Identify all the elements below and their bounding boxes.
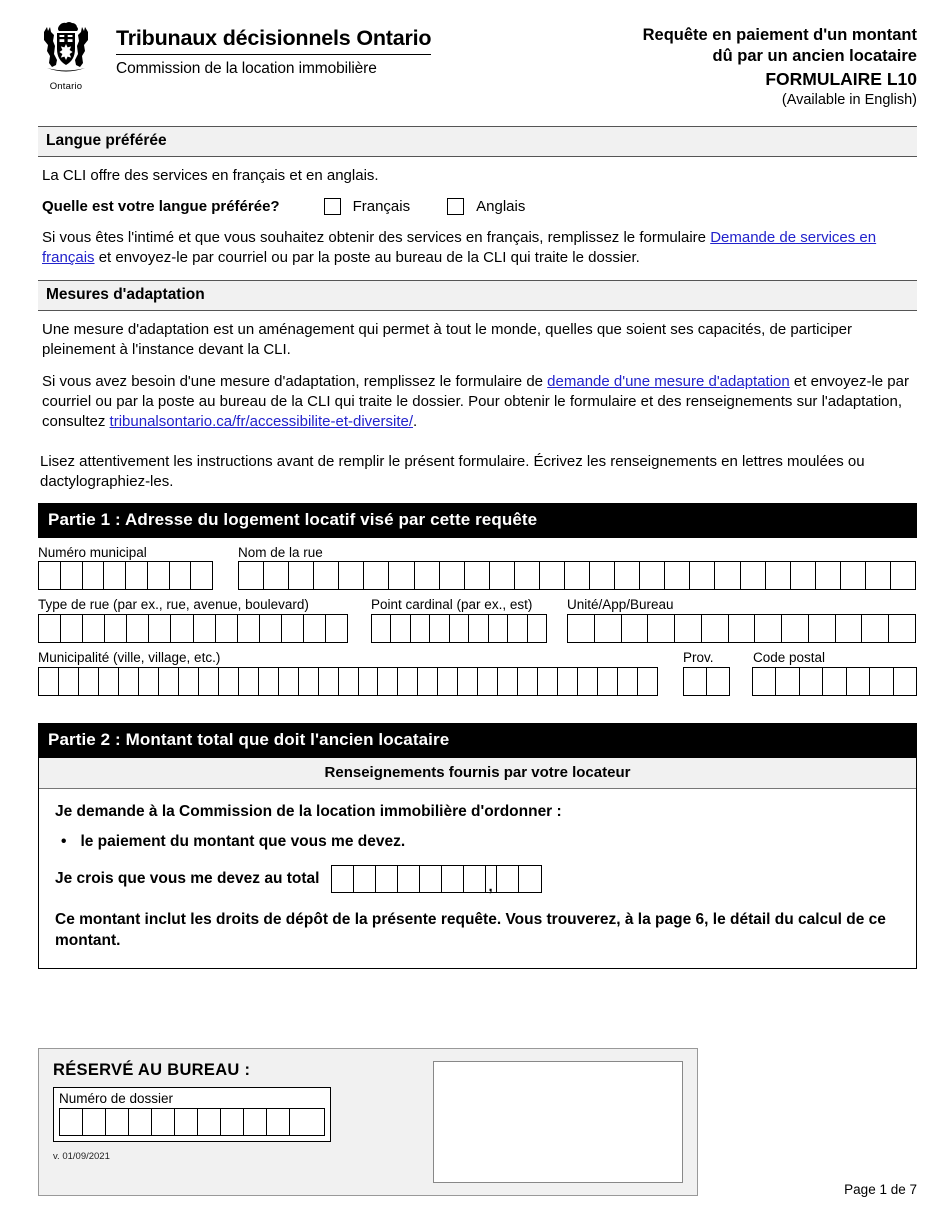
char-cell[interactable] [478, 668, 498, 695]
char-cell[interactable] [450, 615, 469, 642]
char-cell[interactable] [622, 615, 649, 642]
accommodation-request-text [42, 372, 915, 432]
char-cell[interactable] [809, 615, 836, 642]
checkbox-label-french: Français [352, 198, 411, 216]
label-street-type: Type de rue (par ex., rue, avenue, boulevard) [38, 597, 309, 613]
char-cell[interactable] [847, 668, 870, 695]
file-number-cell[interactable] [244, 1109, 267, 1135]
char-cell[interactable] [319, 668, 339, 695]
part-2-subheader: Renseignements fournis par votre locateur [39, 758, 916, 789]
char-cell[interactable] [665, 562, 690, 589]
label-direction: Point cardinal (par ex., est) [371, 597, 533, 613]
accommodation-request-form-link[interactable]: demande d'une mesure d'adaptation [547, 372, 790, 390]
char-cell[interactable] [391, 615, 410, 642]
char-cell[interactable] [490, 562, 515, 589]
char-cell[interactable] [776, 668, 799, 695]
char-cell[interactable] [598, 668, 618, 695]
amount-digit-cell[interactable] [398, 866, 420, 892]
address-row-3 [38, 651, 917, 696]
file-number-cell[interactable] [129, 1109, 152, 1135]
char-cell[interactable] [260, 615, 282, 642]
char-cell[interactable] [304, 615, 326, 642]
bullet-marker-icon: • [61, 833, 67, 851]
file-number-cell[interactable] [198, 1109, 221, 1135]
language-question-row [42, 198, 915, 215]
language-note-suffix: et envoyez-le par courriel ou par la poste au bureau de la CLI qui traite le dossier. [94, 249, 640, 267]
total-amount-label: Je crois que vous me devez au total [55, 870, 320, 888]
accommodation-text-prefix: Si vous avez besoin d'une mesure d'adaptation, remplissez le formulaire de [42, 372, 548, 390]
char-cell[interactable] [83, 562, 105, 589]
char-cell[interactable] [894, 668, 916, 695]
language-intro-text: La CLI offre des services en français et en anglais. [42, 167, 379, 185]
char-cell[interactable] [139, 668, 159, 695]
label-municipality: Municipalité (ville, village, etc.) [38, 650, 221, 666]
char-cell[interactable] [339, 668, 359, 695]
char-cell[interactable] [339, 562, 364, 589]
char-cell[interactable] [675, 615, 702, 642]
part-2-fee-note: Ce montant inclut les droits de dépôt de la présente requête. Vous trouverez, à la page 6, le détail du calcul de ce montant. [55, 911, 886, 950]
bullet-item-text: le paiement du montant que vous me devez. [80, 833, 406, 851]
char-cell[interactable] [372, 615, 391, 642]
char-cell[interactable] [264, 562, 289, 589]
input-province[interactable] [683, 667, 730, 696]
char-cell[interactable] [199, 668, 219, 695]
char-cell[interactable] [216, 615, 238, 642]
input-direction[interactable] [371, 614, 547, 643]
char-cell[interactable] [411, 615, 430, 642]
char-cell[interactable] [889, 615, 915, 642]
char-cell[interactable] [179, 668, 199, 695]
char-cell[interactable] [170, 562, 192, 589]
input-total-amount[interactable] [331, 865, 542, 893]
part-2-header: Partie 2 : Montant total que doit l'ancien locataire [38, 723, 917, 758]
char-cell[interactable] [314, 562, 339, 589]
file-number-cell[interactable] [83, 1109, 106, 1135]
section-body-accommodation [38, 311, 917, 436]
file-number-cell[interactable] [60, 1109, 83, 1135]
char-cell[interactable] [415, 562, 440, 589]
form-instructions-text: Lisez attentivement les instructions avant de remplir le présent formulaire. Écrivez les renseignements en lettres moulées ou dactylographiez-les. [40, 452, 865, 490]
char-cell[interactable] [870, 668, 893, 695]
file-number-cell[interactable] [152, 1109, 175, 1135]
char-cell[interactable] [729, 615, 756, 642]
char-cell[interactable] [104, 562, 126, 589]
french-services-request-link[interactable]: Demande de services en français [42, 229, 877, 267]
page-number-footer: Page 1 de 7 [844, 1182, 917, 1197]
form-title-block [643, 18, 917, 108]
brand-block [30, 18, 431, 92]
char-cell[interactable] [126, 562, 148, 589]
char-cell[interactable] [753, 668, 776, 695]
char-cell[interactable] [469, 615, 488, 642]
char-cell[interactable] [61, 615, 83, 642]
char-cell[interactable] [378, 668, 398, 695]
char-cell[interactable] [39, 615, 61, 642]
char-cell[interactable] [119, 668, 139, 695]
label-unit: Unité/App/Bureau [567, 597, 674, 613]
char-cell[interactable] [465, 562, 490, 589]
char-cell[interactable] [841, 562, 866, 589]
amount-cent-cell[interactable] [519, 866, 541, 892]
part-2-request-line: Je demande à la Commission de la location immobilière d'ordonner : [55, 803, 562, 821]
amount-digit-cell[interactable] [464, 866, 486, 892]
char-cell[interactable] [791, 562, 816, 589]
file-number-cell[interactable] [290, 1109, 313, 1135]
char-cell[interactable] [615, 562, 640, 589]
office-stamp-area[interactable] [433, 1061, 683, 1183]
amount-digit-cell[interactable] [376, 866, 398, 892]
office-use-title: RÉSERVÉ AU BUREAU : [53, 1061, 251, 1079]
char-cell[interactable] [99, 668, 119, 695]
char-cell[interactable] [702, 615, 729, 642]
ontario-coat-of-arms-icon [30, 18, 102, 92]
char-cell[interactable] [568, 615, 595, 642]
language-question-label: Quelle est votre langue préférée? [42, 198, 280, 216]
total-amount-row [55, 865, 900, 893]
char-cell[interactable] [171, 615, 193, 642]
char-cell[interactable] [105, 615, 127, 642]
page-header [0, 0, 950, 108]
amount-digit-cell[interactable] [332, 866, 354, 892]
char-cell[interactable] [418, 668, 438, 695]
char-cell[interactable] [389, 562, 414, 589]
char-cell[interactable] [866, 562, 891, 589]
input-municipality[interactable] [38, 667, 658, 696]
char-cell[interactable] [498, 668, 518, 695]
char-cell[interactable] [83, 615, 105, 642]
char-cell[interactable] [540, 562, 565, 589]
input-street-type[interactable] [38, 614, 348, 643]
char-cell[interactable] [398, 668, 418, 695]
organization-name: Tribunaux décisionnels Ontario [116, 26, 432, 50]
accommodation-text-suffix: . [413, 412, 418, 430]
char-cell[interactable] [640, 562, 665, 589]
char-cell[interactable] [823, 668, 846, 695]
char-cell[interactable] [618, 668, 638, 695]
checkbox-french[interactable] [324, 198, 341, 215]
form-version: v. 01/09/2021 [53, 1151, 110, 1162]
char-cell[interactable] [595, 615, 622, 642]
char-cell[interactable] [359, 668, 379, 695]
checkbox-english[interactable] [447, 198, 464, 215]
char-cell[interactable] [61, 562, 83, 589]
char-cell[interactable] [590, 562, 615, 589]
char-cell[interactable] [558, 668, 578, 695]
checkbox-label-english: Anglais [476, 198, 526, 216]
char-cell[interactable] [538, 668, 558, 695]
part-2-body [38, 758, 917, 968]
char-cell[interactable] [149, 615, 171, 642]
char-cell[interactable] [782, 615, 809, 642]
char-cell[interactable] [430, 615, 449, 642]
file-number-cell[interactable] [106, 1109, 129, 1135]
language-services-note [42, 228, 915, 268]
available-in-english-note: (Available in English) [781, 92, 917, 109]
char-cell[interactable] [800, 668, 823, 695]
char-cell[interactable] [690, 562, 715, 589]
label-postal-code: Code postal [753, 650, 826, 666]
char-cell[interactable] [684, 668, 707, 695]
amount-digit-cell[interactable] [442, 866, 464, 892]
amount-digit-cell[interactable] [354, 866, 376, 892]
char-cell[interactable] [489, 615, 508, 642]
char-cell[interactable] [518, 668, 538, 695]
char-cell[interactable] [515, 562, 540, 589]
char-cell[interactable] [438, 668, 458, 695]
char-cell[interactable] [79, 668, 99, 695]
brand-divider [116, 54, 431, 55]
char-cell[interactable] [191, 562, 212, 589]
char-cell[interactable] [440, 562, 465, 589]
char-cell[interactable] [508, 615, 527, 642]
char-cell[interactable] [364, 562, 389, 589]
char-cell[interactable] [528, 615, 546, 642]
label-street-name: Nom de la rue [238, 544, 323, 560]
char-cell[interactable] [458, 668, 478, 695]
amount-cent-cell[interactable] [497, 866, 519, 892]
accommodation-text-middle: et envoyez-le par courriel ou par la poste au bureau de la CLI qui traite le dossier. Pour obtenir le formulaire et des renseignements sur l'adaptation, consultez [42, 372, 909, 430]
char-cell[interactable] [766, 562, 791, 589]
form-title-line-1: Requête en paiement d'un montant [642, 26, 917, 44]
brand-text [116, 18, 431, 78]
decimal-separator [486, 866, 497, 892]
char-cell[interactable] [715, 562, 740, 589]
address-row-2 [38, 598, 917, 643]
language-note-prefix: Si vous êtes l'intimé et que vous souhaitez obtenir des services en français, remplissez le formulaire [42, 229, 711, 247]
part-2-bullet-item [61, 833, 900, 851]
char-cell[interactable] [239, 668, 259, 695]
office-use-block [38, 1048, 698, 1196]
form-code: FORMULAIRE L10 [765, 69, 917, 90]
char-cell[interactable] [194, 615, 216, 642]
char-cell[interactable] [159, 668, 179, 695]
office-use-left [53, 1061, 353, 1183]
accommodation-definition-text: Une mesure d'adaptation est un aménagement qui permet à tout le monde, quelles que soient ses capacités, de participer pleinement à l'instance devant la CLI. [42, 321, 853, 358]
char-cell[interactable] [638, 668, 657, 695]
file-number-cell[interactable] [175, 1109, 198, 1135]
section-body-language [38, 157, 917, 272]
char-cell[interactable] [741, 562, 766, 589]
input-unit[interactable] [567, 614, 916, 643]
tribunals-ontario-accessibility-link[interactable]: tribunalsontario.ca/fr/accessibilite-et-diversite/ [109, 412, 414, 430]
char-cell[interactable] [289, 562, 314, 589]
char-cell[interactable] [816, 562, 841, 589]
crest-label: Ontario [49, 81, 83, 92]
label-street-number: Numéro municipal [38, 544, 147, 560]
address-row-1 [38, 546, 917, 591]
input-street-name[interactable] [238, 561, 916, 590]
char-cell[interactable] [565, 562, 590, 589]
char-cell[interactable] [279, 668, 299, 695]
form-title-line-2: dû par un ancien locataire [712, 47, 917, 66]
file-number-cell[interactable] [221, 1109, 244, 1135]
input-postal-code[interactable] [752, 667, 917, 696]
char-cell[interactable] [59, 668, 79, 695]
char-cell[interactable] [891, 562, 915, 589]
section-header-language: Langue préférée [38, 126, 917, 157]
char-cell[interactable] [148, 562, 170, 589]
char-cell[interactable] [836, 615, 863, 642]
char-cell[interactable] [299, 668, 319, 695]
char-cell[interactable] [326, 615, 347, 642]
label-province: Prov. [683, 650, 714, 666]
organization-subname: Commission de la location immobilière [116, 60, 377, 77]
file-number-cell[interactable] [267, 1109, 290, 1135]
char-cell[interactable] [39, 562, 61, 589]
char-cell[interactable] [862, 615, 889, 642]
part-1-header: Partie 1 : Adresse du logement locatif visé par cette requête [38, 503, 917, 538]
char-cell[interactable] [259, 668, 279, 695]
char-cell[interactable] [239, 562, 264, 589]
section-header-accommodation: Mesures d'adaptation [38, 280, 917, 311]
file-number-field [53, 1087, 331, 1142]
char-cell[interactable] [578, 668, 598, 695]
char-cell[interactable] [127, 615, 149, 642]
file-number-label: Numéro de dossier [59, 1091, 174, 1106]
char-cell[interactable] [707, 668, 729, 695]
input-street-number[interactable] [38, 561, 213, 590]
amount-digit-cell[interactable] [420, 866, 442, 892]
char-cell[interactable] [282, 615, 304, 642]
input-file-number[interactable] [59, 1108, 325, 1136]
char-cell[interactable] [39, 668, 59, 695]
char-cell[interactable] [648, 615, 675, 642]
char-cell[interactable] [219, 668, 239, 695]
char-cell[interactable] [238, 615, 260, 642]
char-cell[interactable] [755, 615, 782, 642]
